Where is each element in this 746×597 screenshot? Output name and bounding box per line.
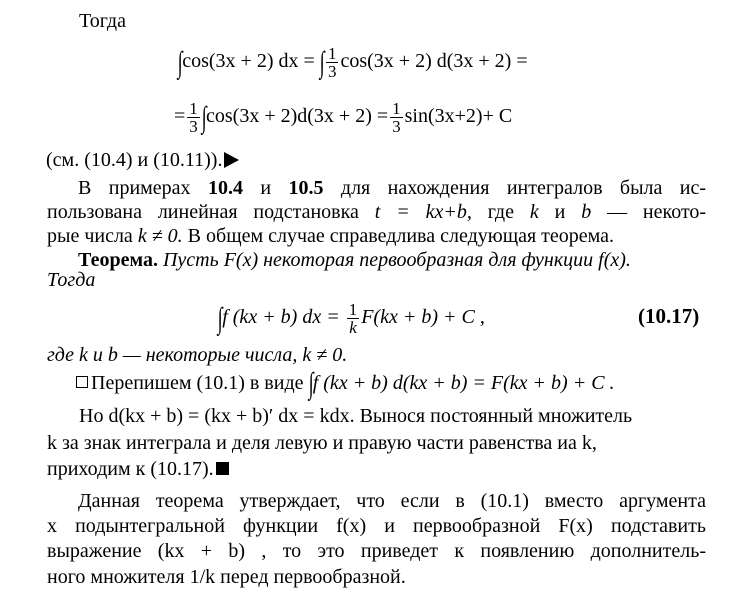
p1-text: где bbox=[487, 201, 514, 223]
formula-1 bbox=[178, 45, 528, 80]
proof-line-4 bbox=[47, 458, 229, 480]
fraction-denominator: 3 bbox=[189, 117, 198, 136]
p1-text: В общем случае справедлива следующая теорема. bbox=[187, 225, 615, 247]
paragraph-1-line-3 bbox=[47, 225, 614, 247]
paragraph-1-line-1 bbox=[78, 177, 706, 199]
p1-text: для нахождения интегралов была ис- bbox=[340, 177, 707, 199]
p1-math: b bbox=[581, 201, 592, 223]
formula-10-17 bbox=[218, 301, 485, 336]
paragraph-2-line-3: выражение (kx + b) , то это приведет к появлению дополнитель- bbox=[47, 540, 706, 562]
p1-math: k ≠ 0. bbox=[137, 225, 183, 247]
integral-sign: ∫ bbox=[319, 45, 325, 79]
proof-line-3: k за знак интеграла и деля левую и правую части равенства иа k, bbox=[47, 432, 597, 454]
proof-line-1 bbox=[76, 367, 615, 401]
p1-math: t = kx+b, bbox=[374, 201, 472, 223]
integral-sign: ∫ bbox=[177, 45, 183, 79]
text-togda: Тогда bbox=[79, 10, 126, 32]
paragraph-2-line-1: Данная теорема утверждает, что если в (10.1) вместо аргумента bbox=[78, 490, 706, 512]
proof-text: Перепишем (10.1) в виде bbox=[91, 372, 304, 394]
example-ref: 10.4 bbox=[207, 177, 243, 199]
p1-math: k bbox=[529, 201, 539, 223]
formula-1-left: cos(3x + 2) dx = bbox=[182, 50, 320, 73]
formula-2-eq: = bbox=[174, 105, 186, 128]
theorem-line-2: Тогда bbox=[47, 269, 96, 291]
fraction-numerator: 1 bbox=[348, 300, 358, 319]
proof-start-square-icon bbox=[76, 376, 88, 388]
formula-3-left: f (kx + b) dx = bbox=[222, 306, 345, 329]
paragraph-1-line-2 bbox=[47, 201, 706, 223]
p1-text: пользована линейная подстановка bbox=[47, 201, 359, 223]
fraction-numerator: 1 bbox=[327, 44, 337, 63]
fraction-denominator: 3 bbox=[327, 62, 337, 81]
formula-1-right: cos(3x + 2) d(3x + 2) = bbox=[340, 50, 528, 73]
fraction-numerator: 1 bbox=[392, 99, 401, 118]
fraction bbox=[326, 45, 339, 80]
theorem-where: где k и b — некоторые числа, k ≠ 0. bbox=[47, 344, 348, 366]
formula-3-right: F(kx + b) + C , bbox=[361, 306, 485, 329]
p1-text: — некото- bbox=[607, 201, 707, 223]
reference-text: (см. (10.4) и (10.11)). bbox=[46, 149, 223, 171]
fraction bbox=[390, 100, 403, 135]
p1-text: и bbox=[554, 201, 566, 223]
fraction-denominator: 3 bbox=[392, 117, 401, 136]
proof-line-2: Но d(kx + b) = (kx + b)′ dx = kdx. Выноcя постоянный множитель bbox=[79, 405, 633, 427]
formula-2-mid: cos(3x + 2)d(3x + 2) = bbox=[206, 105, 389, 128]
fraction bbox=[187, 100, 200, 135]
proof-text: приходим к (10.17). bbox=[47, 458, 214, 480]
fraction-numerator: 1 bbox=[189, 99, 198, 118]
theorem-text: Пусть F(x) некоторая первообразная для функции f(x). bbox=[162, 249, 631, 271]
example-ref: 10.5 bbox=[288, 177, 324, 199]
proof-end-square-icon bbox=[216, 462, 229, 475]
fraction bbox=[347, 301, 360, 336]
integral-sign: ∫ bbox=[201, 100, 207, 134]
integral-sign: ∫ bbox=[308, 367, 314, 401]
theorem-line-1 bbox=[78, 249, 631, 271]
paragraph-2-line-4: ного множителя 1/k перед первообразной. bbox=[47, 566, 406, 588]
integral-sign: ∫ bbox=[217, 301, 223, 335]
paragraph-2-line-2: x подынтегральной функции f(x) и первообразной F(x) подставить bbox=[47, 515, 706, 537]
p1-text: В примерах bbox=[78, 177, 191, 199]
end-example-triangle-icon bbox=[224, 152, 239, 168]
formula-4: f (kx + b) d(kx + b) = F(kx + b) + C . bbox=[312, 372, 615, 394]
reference-line bbox=[46, 149, 239, 171]
p1-text: и bbox=[260, 177, 272, 199]
formula-2-right: sin(3x+2)+ C bbox=[404, 105, 513, 128]
theorem-label: Теорема. bbox=[78, 249, 158, 271]
fraction-denominator: k bbox=[349, 318, 357, 337]
equation-number: (10.17) bbox=[638, 304, 700, 328]
p1-text: рые числа bbox=[47, 225, 133, 247]
formula-2 bbox=[174, 100, 512, 135]
